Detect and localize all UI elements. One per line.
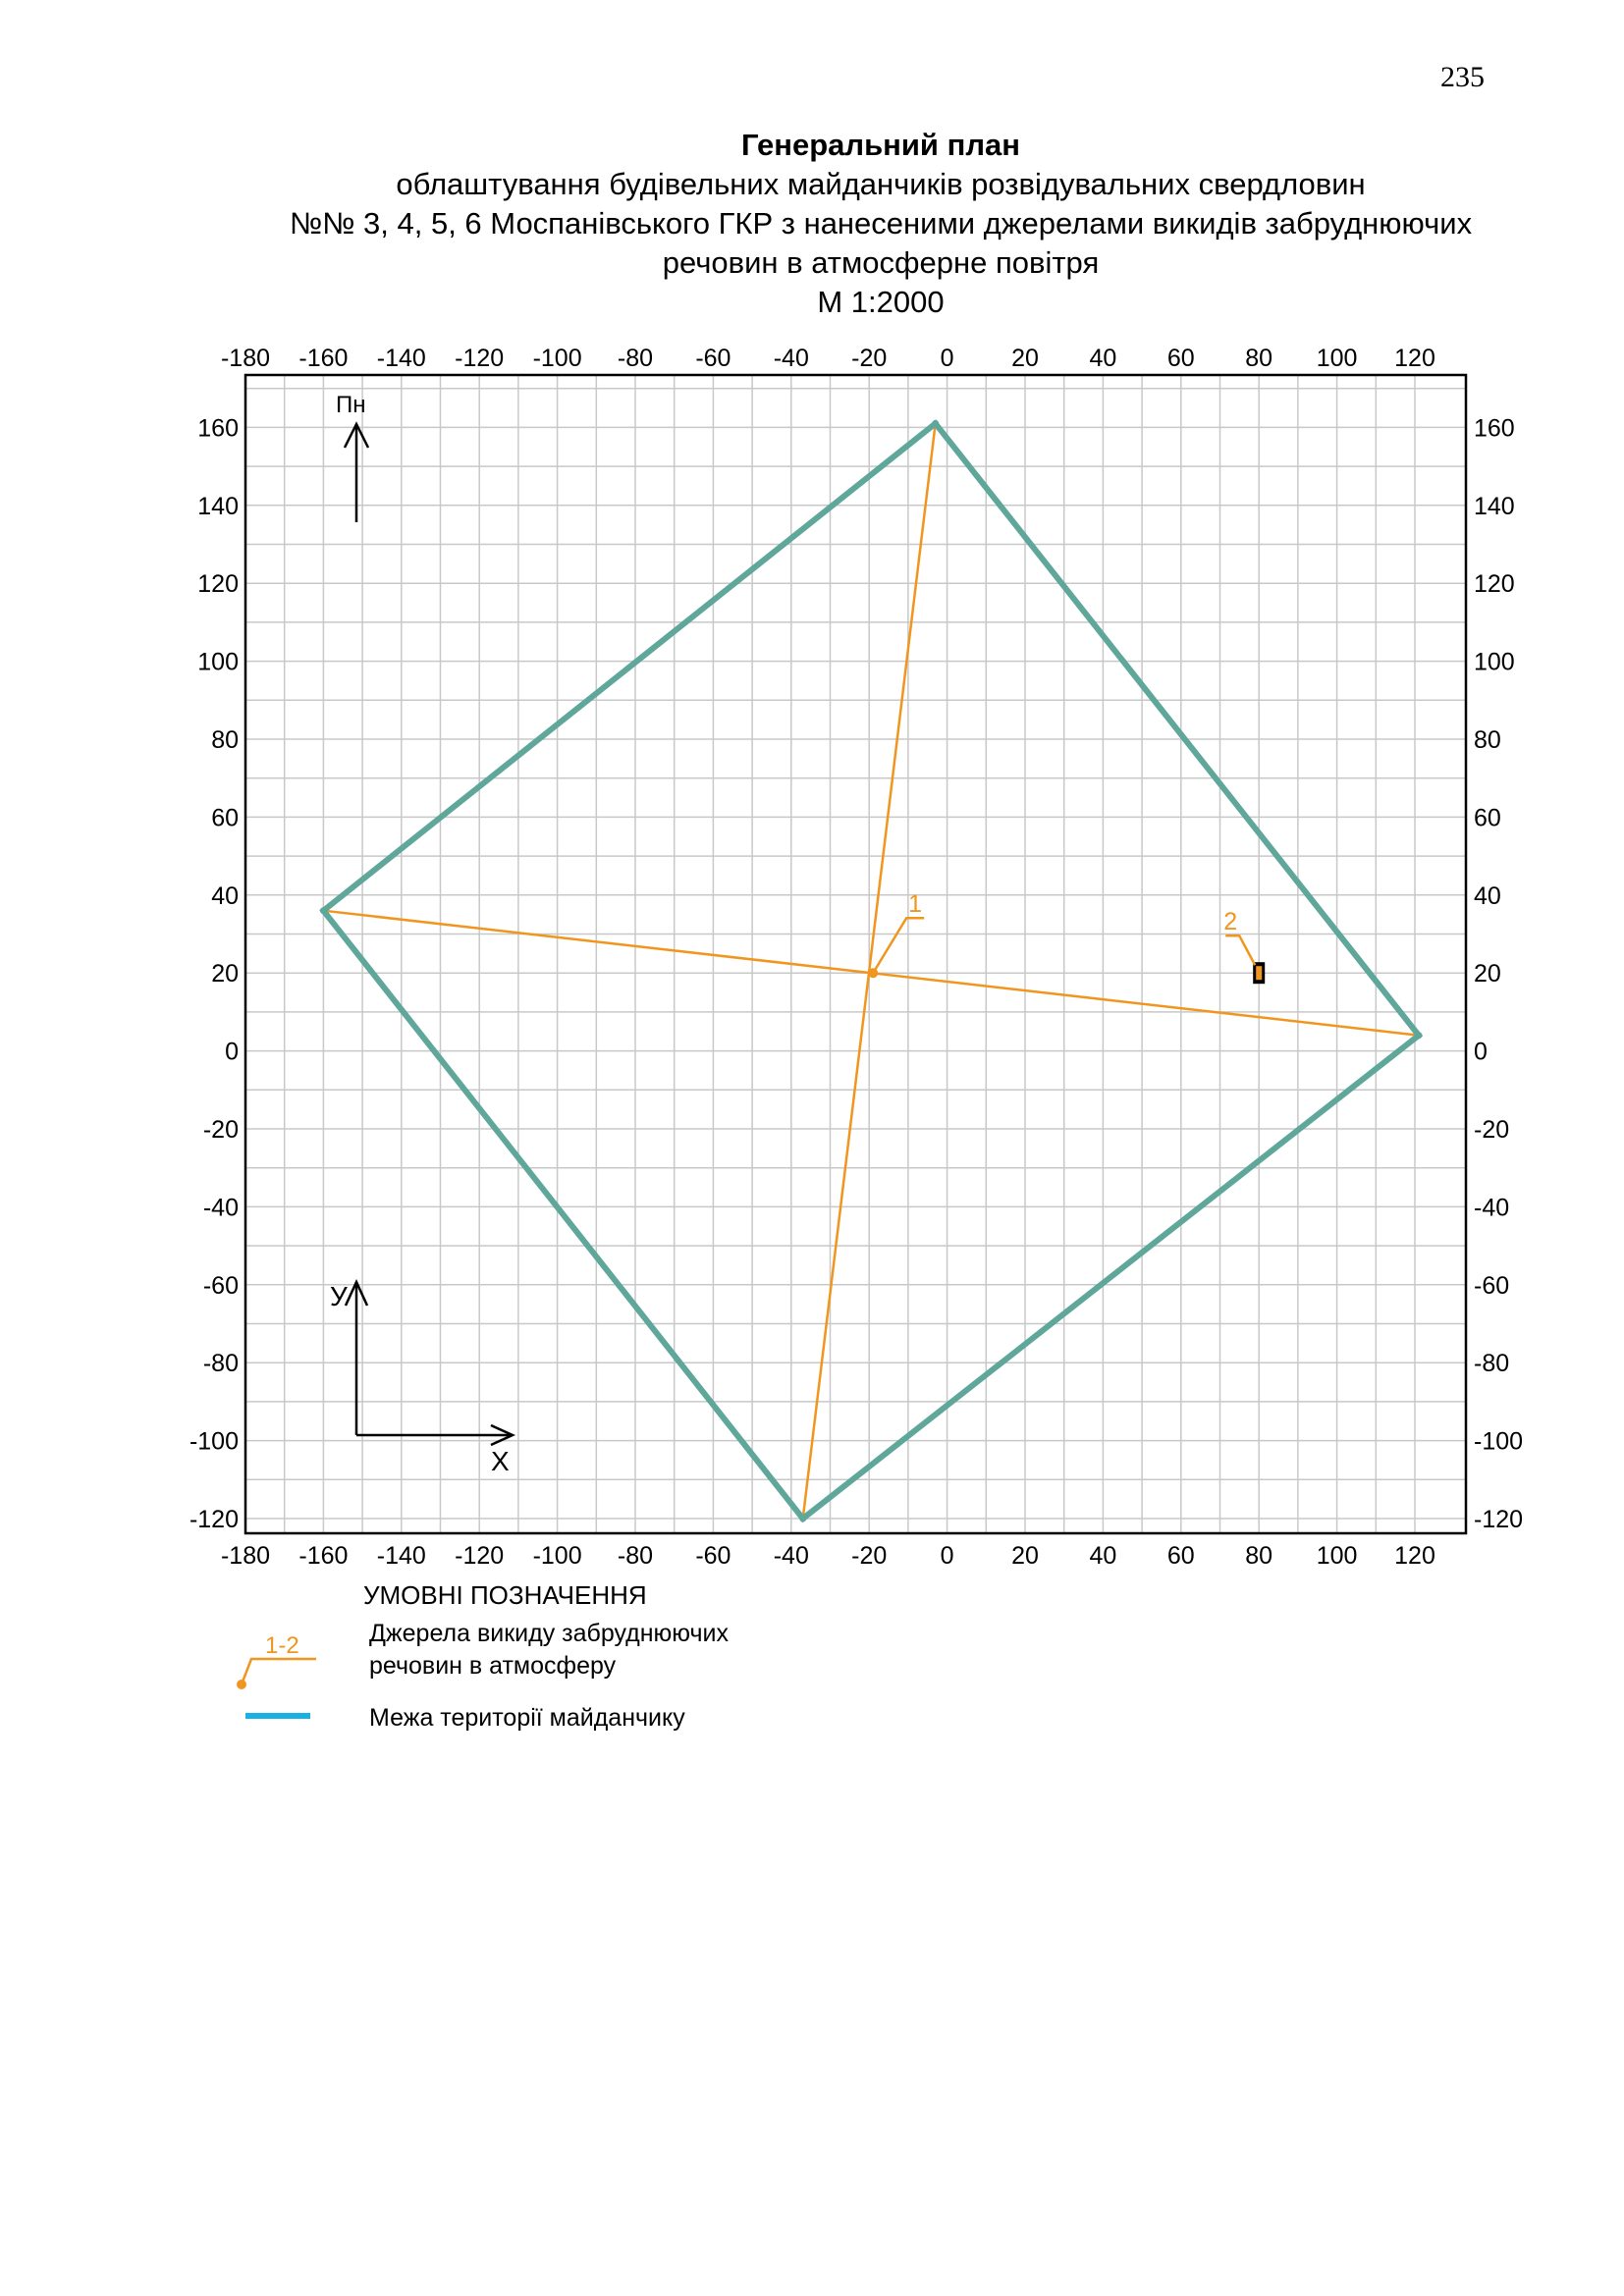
map-frame	[245, 375, 1466, 1533]
y-tick-label-right: -40	[1474, 1194, 1510, 1222]
x-tick-label-top: -60	[695, 345, 731, 372]
y-tick-label-right: 0	[1474, 1038, 1488, 1066]
x-axis-label: Х	[491, 1446, 510, 1476]
legend-source-text-line-1: Джерела викиду забруднюючих	[369, 1620, 729, 1647]
x-tick-label-bottom: -160	[298, 1542, 349, 1570]
legend	[236, 1580, 923, 1777]
x-tick-label-bottom: -20	[851, 1542, 888, 1570]
source-1-label: 1	[908, 890, 923, 919]
boundary-vertex	[1415, 1032, 1422, 1039]
x-tick-label-bottom: -100	[532, 1542, 582, 1570]
x-tick-label-top: 60	[1166, 345, 1195, 372]
x-tick-label-top: -120	[455, 345, 505, 372]
x-tick-label-bottom: -180	[220, 1542, 271, 1570]
boundary-vertex	[320, 907, 327, 914]
legend-title: УМОВНІ ПОЗНАЧЕННЯ	[363, 1580, 647, 1610]
x-tick-label-top: 100	[1316, 345, 1358, 372]
y-tick-label-right: 160	[1474, 414, 1515, 443]
source-1-leader-line	[873, 918, 924, 973]
y-tick-label-right: 140	[1474, 492, 1515, 520]
x-tick-label-bottom: -140	[376, 1542, 426, 1570]
legend-source-text-line-2: речовин в атмосферу	[369, 1652, 617, 1680]
y-tick-label-right: 20	[1474, 960, 1501, 988]
x-tick-label-top: -100	[532, 345, 582, 372]
legend-source-sample-label: 1-2	[265, 1632, 299, 1659]
y-tick-label-right: 100	[1474, 648, 1515, 676]
x-tick-label-top: 40	[1089, 345, 1117, 372]
boundary-vertex	[799, 1516, 806, 1522]
x-tick-label-top: -80	[617, 345, 654, 372]
x-tick-label-bottom: 0	[940, 1542, 954, 1570]
x-tick-label-bottom: 40	[1089, 1542, 1117, 1570]
x-tick-label-bottom: 80	[1245, 1542, 1273, 1570]
y-tick-label-left: 0	[225, 1038, 239, 1066]
y-tick-label-right: -100	[1474, 1427, 1524, 1456]
x-tick-label-bottom: 60	[1166, 1542, 1195, 1570]
x-tick-label-top: 0	[940, 345, 954, 372]
y-tick-label-left: 60	[211, 804, 239, 832]
y-tick-label-right: 40	[1474, 881, 1501, 910]
x-tick-label-top: -20	[851, 345, 888, 372]
y-tick-label-left: -80	[202, 1350, 239, 1378]
y-tick-label-right: -60	[1474, 1271, 1510, 1300]
y-tick-label-right: -20	[1474, 1116, 1510, 1144]
y-tick-label-right: 60	[1474, 804, 1501, 832]
source-2-leader-line	[1225, 935, 1255, 965]
map-features	[320, 420, 1423, 1522]
y-tick-label-left: 80	[211, 726, 239, 754]
x-tick-label-bottom: -40	[773, 1542, 809, 1570]
y-tick-label-right: -120	[1474, 1506, 1524, 1533]
legend-source-leader-icon	[242, 1659, 316, 1684]
plan-scale: М 1:2000	[817, 285, 945, 319]
y-tick-label-left: 100	[197, 648, 239, 676]
y-tick-label-left: 160	[197, 414, 239, 443]
y-tick-label-left: -20	[202, 1116, 239, 1144]
legend-boundary-description: Межа території майданчику	[369, 1704, 685, 1732]
north-label: Пн	[336, 392, 366, 418]
y-tick-label-left: -120	[189, 1506, 239, 1533]
legend-source-point-icon	[237, 1680, 246, 1689]
coordinate-grid	[245, 375, 1466, 1533]
axis-tick-labels	[189, 345, 1523, 1570]
x-tick-label-top: -140	[376, 345, 426, 372]
plan-title: Генеральний план	[741, 128, 1020, 162]
x-tick-label-top: -180	[220, 345, 271, 372]
y-tick-label-left: -60	[202, 1271, 239, 1300]
y-tick-label-left: -40	[202, 1194, 239, 1222]
x-tick-label-top: 20	[1011, 345, 1039, 372]
plan-subtitle-line-1: облаштування будівельних майданчиків розвідувальних свердловин	[396, 167, 1366, 201]
plan-subtitle-line-3: речовин в атмосферне повітря	[662, 245, 1100, 280]
source-2-marker-fill-icon	[1256, 966, 1262, 980]
y-tick-label-left: -100	[189, 1427, 239, 1456]
y-tick-label-right: 120	[1474, 570, 1515, 599]
source-2-label: 2	[1223, 908, 1238, 936]
y-axis-label: У	[330, 1281, 348, 1311]
x-tick-label-top: 120	[1394, 345, 1435, 372]
source-1-point	[868, 968, 878, 978]
x-tick-label-bottom: 100	[1316, 1542, 1358, 1570]
boundary-vertex	[932, 420, 939, 427]
y-tick-label-left: 120	[197, 570, 239, 599]
plan-subtitle-line-2: №№ 3, 4, 5, 6 Моспанівського ГКР з нанесеними джерелами викидів забруднюючих	[289, 206, 1473, 240]
y-tick-label-left: 20	[211, 960, 239, 988]
page-number: 235	[1440, 61, 1485, 93]
y-tick-label-right: -80	[1474, 1350, 1510, 1378]
x-tick-label-bottom: -60	[695, 1542, 731, 1570]
x-tick-label-top: -160	[298, 345, 349, 372]
y-tick-label-left: 140	[197, 492, 239, 520]
x-tick-label-top: 80	[1245, 345, 1273, 372]
x-tick-label-bottom: 20	[1011, 1542, 1039, 1570]
x-tick-label-bottom: 120	[1394, 1542, 1435, 1570]
y-tick-label-left: 40	[211, 881, 239, 910]
x-tick-label-bottom: -120	[455, 1542, 505, 1570]
y-tick-label-right: 80	[1474, 726, 1501, 754]
x-tick-label-bottom: -80	[617, 1542, 654, 1570]
x-tick-label-top: -40	[773, 345, 809, 372]
legend-source-description	[369, 1618, 729, 1682]
